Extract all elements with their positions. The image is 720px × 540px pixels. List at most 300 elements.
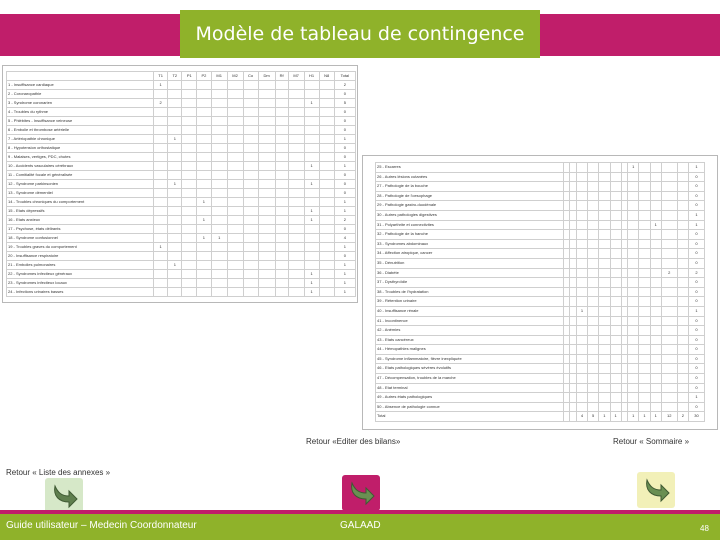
table-cell	[288, 261, 304, 270]
table-cell: 1	[168, 135, 182, 144]
table-cell	[304, 90, 319, 99]
row-label: 17 - Psychose, états délirants	[7, 225, 154, 234]
table-cell	[182, 180, 197, 189]
row-label: 45 - Syndrome inflammatoire, fièvre inexpliquée	[376, 354, 564, 364]
row-label: 33 - Syndromes abdominaux	[376, 239, 564, 249]
table-row	[376, 306, 705, 316]
table-cell	[288, 126, 304, 135]
table-cell	[588, 268, 599, 278]
table-cell	[319, 243, 334, 252]
row-total: 0	[688, 383, 704, 393]
table-cell	[288, 135, 304, 144]
column-header: Total	[334, 72, 355, 81]
table-cell	[288, 144, 304, 153]
table-cell	[168, 153, 182, 162]
table-cell	[661, 354, 677, 364]
table-cell	[182, 126, 197, 135]
table-cell	[243, 180, 258, 189]
table-cell	[599, 210, 610, 220]
row-label: 44 - Hémopathies malignes	[376, 345, 564, 355]
contingency-table-right	[362, 155, 718, 430]
table-cell	[258, 153, 275, 162]
table-row	[376, 287, 705, 297]
table-cell	[677, 383, 688, 393]
green-arrow-icon[interactable]	[45, 478, 83, 514]
back-to-annexes-link[interactable]: Retour « Liste des annexes »	[6, 468, 111, 477]
table-cell	[628, 326, 639, 336]
table-cell: 2	[154, 99, 168, 108]
row-label: 46 - Etats pathologiques sévères évolutifs	[376, 364, 564, 374]
table-row	[376, 316, 705, 326]
table-cell	[610, 220, 621, 230]
table-cell	[168, 252, 182, 261]
table-cell	[154, 171, 168, 180]
table-cell	[243, 153, 258, 162]
table-row	[376, 258, 705, 268]
table-cell	[288, 252, 304, 261]
table-cell	[288, 81, 304, 90]
table-cell	[319, 117, 334, 126]
table-cell	[599, 383, 610, 393]
table-cell	[275, 189, 288, 198]
table-cell	[197, 108, 212, 117]
table-cell	[154, 225, 168, 234]
table-cell	[610, 402, 621, 412]
table-cell	[304, 126, 319, 135]
table-cell: 1	[154, 81, 168, 90]
table-cell	[319, 198, 334, 207]
table-cell	[275, 270, 288, 279]
table-cell	[227, 90, 243, 99]
table-cell	[628, 239, 639, 249]
table-cell	[677, 230, 688, 240]
table-cell	[258, 261, 275, 270]
table-cell	[628, 364, 639, 374]
row-total: 1	[688, 163, 704, 173]
table-cell	[275, 162, 288, 171]
table-cell: 1	[197, 198, 212, 207]
table-cell	[288, 216, 304, 225]
table-cell	[168, 225, 182, 234]
table-cell	[304, 117, 319, 126]
table-cell	[288, 279, 304, 288]
table-cell	[639, 383, 650, 393]
row-label: 6 - Embolie et thrombose artérielle	[7, 126, 154, 135]
table-cell	[610, 297, 621, 307]
table-cell	[243, 117, 258, 126]
table-cell	[182, 135, 197, 144]
row-label: 8 - Hypotension orthostatique	[7, 144, 154, 153]
table-cell	[168, 234, 182, 243]
table-cell	[243, 171, 258, 180]
table-cell	[599, 335, 610, 345]
table-cell	[182, 252, 197, 261]
table-cell: 5	[588, 412, 599, 422]
table-row	[376, 374, 705, 384]
table-cell	[243, 270, 258, 279]
row-total: 4	[334, 234, 355, 243]
table-cell	[677, 163, 688, 173]
table-cell	[168, 81, 182, 90]
table-cell	[258, 234, 275, 243]
table-cell	[182, 81, 197, 90]
table-cell	[197, 288, 212, 297]
table-cell	[639, 287, 650, 297]
table-cell	[650, 393, 661, 403]
table-cell	[639, 393, 650, 403]
row-total: 0	[688, 316, 704, 326]
table-row	[376, 412, 705, 422]
row-label: 14 - Troubles chroniques du comportement	[7, 198, 154, 207]
table-cell	[650, 163, 661, 173]
table-cell	[154, 252, 168, 261]
row-total: 0	[334, 225, 355, 234]
table-cell: 1	[628, 412, 639, 422]
table-cell	[211, 279, 227, 288]
table-cell	[661, 287, 677, 297]
table-cell	[258, 171, 275, 180]
table-cell: 1	[304, 216, 319, 225]
row-total: 0	[334, 126, 355, 135]
table-cell	[211, 135, 227, 144]
magenta-arrow-icon[interactable]	[342, 475, 380, 511]
table-cell	[576, 268, 587, 278]
table-cell	[168, 126, 182, 135]
table-cell	[650, 287, 661, 297]
row-total: 1	[688, 210, 704, 220]
row-label: 3 - Syndrome coronarien	[7, 99, 154, 108]
table-cell: 1	[628, 163, 639, 173]
table-cell	[275, 216, 288, 225]
table-cell	[211, 99, 227, 108]
table-cell	[243, 216, 258, 225]
table-cell	[211, 108, 227, 117]
table-cell	[610, 278, 621, 288]
table-cell	[588, 316, 599, 326]
table-cell	[650, 354, 661, 364]
back-to-sommaire-link[interactable]: Retour « Sommaire »	[613, 437, 690, 446]
table-cell	[588, 364, 599, 374]
table-cell	[661, 220, 677, 230]
table-cell	[304, 234, 319, 243]
table-cell	[639, 163, 650, 173]
table-cell	[661, 278, 677, 288]
row-total: 0	[688, 354, 704, 364]
table-cell: 4	[576, 412, 587, 422]
table-cell	[319, 189, 334, 198]
table-row	[7, 198, 356, 207]
table-cell	[677, 354, 688, 364]
table-cell	[319, 99, 334, 108]
table-cell	[182, 261, 197, 270]
table-cell	[243, 189, 258, 198]
table-cell	[211, 270, 227, 279]
table-cell	[154, 180, 168, 189]
table-cell	[227, 144, 243, 153]
table-cell	[677, 402, 688, 412]
table-cell	[319, 252, 334, 261]
table-cell	[258, 270, 275, 279]
row-total: 0	[334, 117, 355, 126]
table-row	[7, 225, 356, 234]
table-cell	[319, 288, 334, 297]
table-cell: 1	[304, 99, 319, 108]
table-cell	[227, 243, 243, 252]
row-total: 1	[334, 207, 355, 216]
table-cell	[588, 220, 599, 230]
row-label: 20 - Insuffisance respiratoire	[7, 252, 154, 261]
table-cell	[610, 287, 621, 297]
row-label: 37 - Dysthyroïdie	[376, 278, 564, 288]
table-cell	[610, 182, 621, 192]
row-total: 30	[688, 412, 704, 422]
row-label: 27 - Pathologie de la bouche	[376, 182, 564, 192]
table-cell	[639, 306, 650, 316]
table-cell: 1	[197, 216, 212, 225]
table-cell	[610, 345, 621, 355]
table-cell	[628, 297, 639, 307]
table-cell	[650, 402, 661, 412]
table-cell	[576, 335, 587, 345]
table-cell	[304, 225, 319, 234]
table-cell	[650, 249, 661, 259]
table-cell	[243, 90, 258, 99]
table-cell	[168, 243, 182, 252]
table-row	[7, 279, 356, 288]
table-row	[7, 189, 356, 198]
table-cell	[275, 126, 288, 135]
table-cell	[227, 270, 243, 279]
table-cell	[304, 198, 319, 207]
table-cell	[211, 117, 227, 126]
table-cell	[197, 180, 212, 189]
table-cell	[211, 189, 227, 198]
table-cell	[576, 383, 587, 393]
row-label: Total	[376, 412, 564, 422]
column-header: H1	[304, 72, 319, 81]
row-label: 34 - Affection atropique, cancer	[376, 249, 564, 259]
row-label: 1 - Insuffisance cardiaque	[7, 81, 154, 90]
table-cell	[677, 335, 688, 345]
row-label: 32 - Pathologie de la hanche	[376, 230, 564, 240]
row-total: 0	[688, 364, 704, 374]
table-cell	[243, 81, 258, 90]
row-total: 0	[688, 201, 704, 211]
row-total: 2	[334, 81, 355, 90]
table-row	[7, 117, 356, 126]
table-cell	[275, 198, 288, 207]
table-cell	[288, 171, 304, 180]
table-cell	[576, 297, 587, 307]
table-cell	[677, 182, 688, 192]
table-cell	[588, 345, 599, 355]
table-cell	[197, 162, 212, 171]
table-cell	[154, 153, 168, 162]
table-cell	[650, 201, 661, 211]
row-label: 5 - Phlébites - Insuffisance veineuse	[7, 117, 154, 126]
table-cell	[677, 201, 688, 211]
table-cell	[677, 268, 688, 278]
row-total: 1	[334, 288, 355, 297]
row-total: 1	[334, 243, 355, 252]
table-cell	[304, 153, 319, 162]
table-cell	[677, 306, 688, 316]
table-cell	[639, 297, 650, 307]
table-cell	[182, 288, 197, 297]
table-cell	[628, 258, 639, 268]
row-total: 0	[688, 191, 704, 201]
table-cell	[288, 99, 304, 108]
table-row	[376, 163, 705, 173]
table-cell: 1	[304, 279, 319, 288]
column-header: N8	[319, 72, 334, 81]
table-row	[7, 171, 356, 180]
table-cell	[319, 90, 334, 99]
table-cell	[610, 268, 621, 278]
table-cell	[211, 180, 227, 189]
table-cell	[258, 99, 275, 108]
table-cell	[182, 225, 197, 234]
table-cell	[650, 278, 661, 288]
table-cell	[599, 354, 610, 364]
table-cell	[677, 172, 688, 182]
table-cell	[182, 279, 197, 288]
table-cell: 2	[661, 268, 677, 278]
row-total: 1	[688, 306, 704, 316]
table-cell	[182, 153, 197, 162]
table-cell	[628, 393, 639, 403]
table-cell	[182, 198, 197, 207]
table-cell	[197, 126, 212, 135]
table-cell	[227, 171, 243, 180]
table-cell	[661, 182, 677, 192]
table-cell	[211, 171, 227, 180]
table-cell	[227, 126, 243, 135]
table-cell	[168, 216, 182, 225]
table-cell	[168, 207, 182, 216]
table-cell	[154, 270, 168, 279]
table-cell	[197, 189, 212, 198]
table-cell	[661, 210, 677, 220]
table-cell	[639, 191, 650, 201]
table-row	[7, 252, 356, 261]
row-label: 48 - Etat terminal	[376, 383, 564, 393]
row-label: 28 - Pathologie de l'oesophage	[376, 191, 564, 201]
table-cell	[304, 81, 319, 90]
row-label: 4 - Troubles du rythme	[7, 108, 154, 117]
row-label: 22 - Syndromes infectieux généraux	[7, 270, 154, 279]
table-cell	[319, 261, 334, 270]
table-cell	[168, 90, 182, 99]
table-row	[376, 402, 705, 412]
table-cell	[197, 171, 212, 180]
table-cell	[639, 316, 650, 326]
table-cell	[275, 153, 288, 162]
table-cell	[258, 189, 275, 198]
row-total: 0	[688, 172, 704, 182]
table-cell	[661, 172, 677, 182]
table-cell	[275, 135, 288, 144]
table-cell	[258, 243, 275, 252]
table-cell	[258, 252, 275, 261]
table-cell	[650, 210, 661, 220]
table-cell	[227, 279, 243, 288]
row-label: 25 - Escarres	[376, 163, 564, 173]
table-cell	[243, 234, 258, 243]
table-cell	[599, 249, 610, 259]
table-cell	[275, 144, 288, 153]
table-cell: 1	[650, 412, 661, 422]
table-cell	[154, 189, 168, 198]
table-cell	[211, 153, 227, 162]
column-header: M7	[288, 72, 304, 81]
table-cell	[197, 153, 212, 162]
table-cell	[243, 225, 258, 234]
table-cell: 12	[661, 412, 677, 422]
table-cell	[154, 279, 168, 288]
table-cell	[588, 278, 599, 288]
table-cell	[319, 108, 334, 117]
row-total: 1	[334, 135, 355, 144]
row-total: 5	[334, 99, 355, 108]
table-cell	[243, 99, 258, 108]
table-cell: 1	[304, 180, 319, 189]
table-cell	[610, 374, 621, 384]
table-cell: 1	[154, 243, 168, 252]
table-cell	[588, 335, 599, 345]
row-total: 0	[688, 287, 704, 297]
page-title: Modèle de tableau de contingence	[180, 10, 540, 58]
yellow-arrow-icon[interactable]	[637, 472, 675, 508]
row-label: 43 - Etats cancéreux	[376, 335, 564, 345]
table-cell	[227, 261, 243, 270]
table-cell	[650, 230, 661, 240]
table-cell	[197, 252, 212, 261]
table-cell: 1	[168, 180, 182, 189]
table-cell	[661, 297, 677, 307]
table-cell	[650, 335, 661, 345]
table-row	[376, 182, 705, 192]
table-cell	[588, 182, 599, 192]
table-row	[7, 207, 356, 216]
row-label: 7 - Artériopathie chronique	[7, 135, 154, 144]
table-cell	[661, 374, 677, 384]
table-cell	[258, 144, 275, 153]
row-label: 38 - Troubles de l'hydratation	[376, 287, 564, 297]
table-cell	[168, 189, 182, 198]
table-cell	[197, 207, 212, 216]
table-cell	[661, 335, 677, 345]
back-to-bilans-link[interactable]: Retour «Editer des bilans»	[306, 437, 401, 446]
row-label: 40 - Insuffisance rénale	[376, 306, 564, 316]
table-cell	[677, 258, 688, 268]
column-header: Dm	[258, 72, 275, 81]
table-cell	[661, 258, 677, 268]
table-cell	[650, 374, 661, 384]
table-cell	[610, 335, 621, 345]
table-cell	[588, 258, 599, 268]
table-cell	[588, 163, 599, 173]
row-label: 11 - Comitialité focale et généralisée	[7, 171, 154, 180]
table-cell	[588, 354, 599, 364]
table-cell	[576, 239, 587, 249]
table-cell	[628, 335, 639, 345]
table-cell	[288, 162, 304, 171]
table-cell	[677, 326, 688, 336]
table-cell	[588, 172, 599, 182]
table-cell	[275, 207, 288, 216]
table-cell	[243, 288, 258, 297]
